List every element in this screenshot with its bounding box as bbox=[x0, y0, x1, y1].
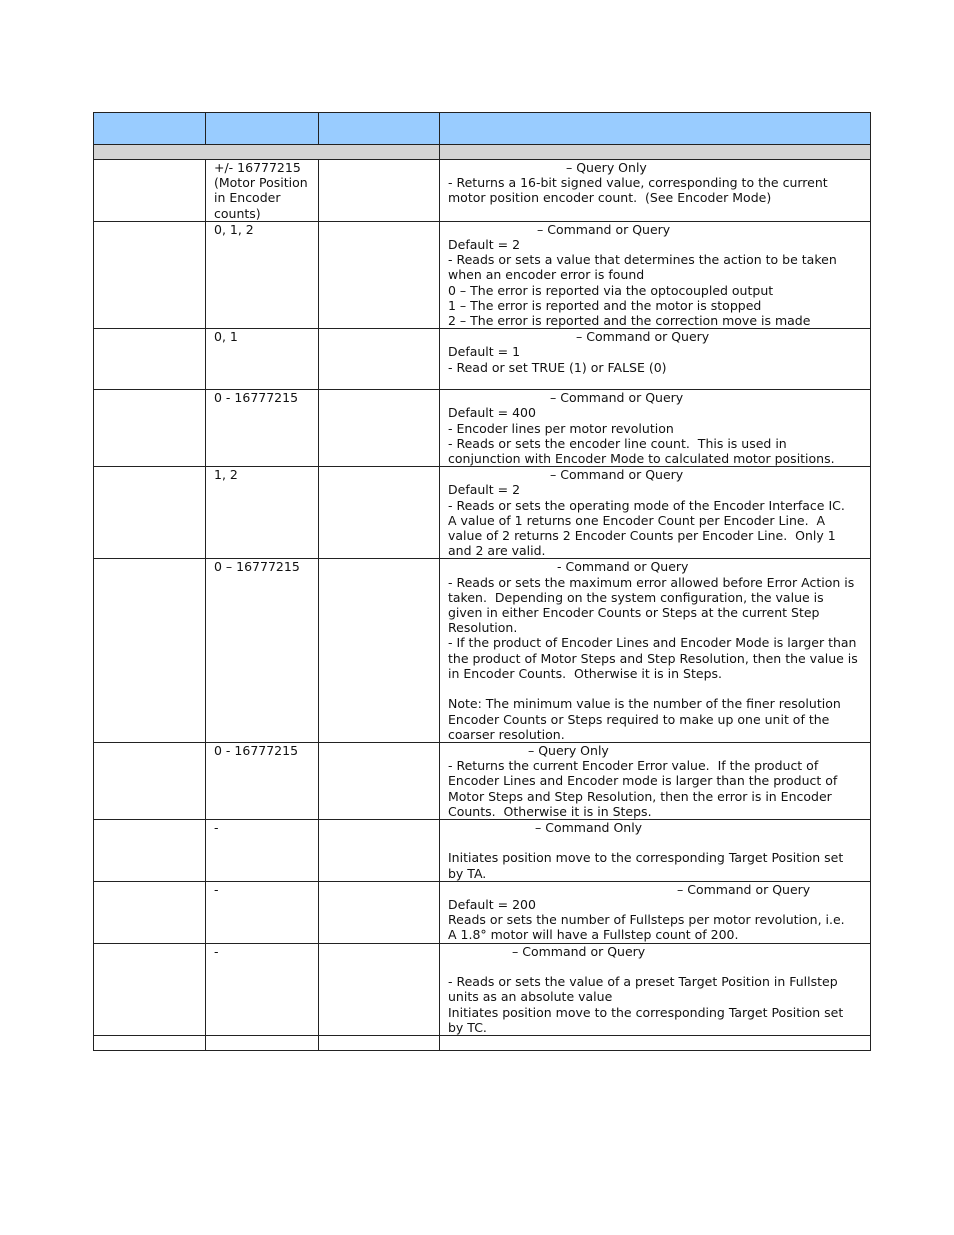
description-line: A 1.8° motor will have a Fullstep count of 200. bbox=[448, 927, 739, 943]
description-line: - Reads or sets a value that determines the action to be taken bbox=[448, 252, 837, 268]
footer-cell bbox=[440, 1035, 871, 1050]
default-cell bbox=[319, 819, 440, 881]
command-type-title bbox=[448, 160, 862, 175]
description-line: coarser resolution. bbox=[448, 726, 565, 742]
default-cell bbox=[319, 329, 440, 390]
command-type-title bbox=[448, 882, 862, 897]
description-line: Default = 2 bbox=[448, 482, 521, 498]
command-table bbox=[93, 112, 871, 1051]
table-row bbox=[94, 943, 871, 1035]
range-line: - bbox=[214, 943, 219, 959]
description-cell bbox=[440, 742, 871, 819]
command-cell bbox=[94, 881, 206, 943]
description-line: and 2 are valid. bbox=[448, 543, 546, 559]
range-line: 0 – 16777215 bbox=[214, 559, 300, 575]
command-cell bbox=[94, 329, 206, 390]
table-row bbox=[94, 390, 871, 467]
range-line: in Encoder bbox=[214, 190, 281, 206]
command-type-label: – Command or Query bbox=[512, 943, 646, 959]
default-cell bbox=[319, 943, 440, 1035]
default-cell bbox=[319, 390, 440, 467]
default-cell bbox=[319, 559, 440, 742]
description-line: Resolution. bbox=[448, 620, 518, 636]
command-cell bbox=[94, 559, 206, 742]
command-cell bbox=[94, 467, 206, 559]
table-row bbox=[94, 742, 871, 819]
header-cell bbox=[94, 113, 206, 145]
range-line: (Motor Position bbox=[214, 175, 308, 191]
description-cell bbox=[440, 221, 871, 328]
range-line: 0 - 16777215 bbox=[214, 390, 299, 406]
range-cell bbox=[206, 881, 319, 943]
range-cell bbox=[206, 467, 319, 559]
description-line: 0 – The error is reported via the optocoupled output bbox=[448, 282, 774, 298]
command-type-label: – Command or Query bbox=[576, 329, 710, 345]
description-line: Note: The minimum value is the number of the finer resolution bbox=[448, 696, 841, 712]
footer-row bbox=[94, 1035, 871, 1050]
command-type-title bbox=[448, 559, 862, 574]
range-line: 1, 2 bbox=[214, 467, 238, 483]
header-cell bbox=[440, 113, 871, 145]
table-row bbox=[94, 160, 871, 222]
range-cell bbox=[206, 943, 319, 1035]
description-cell bbox=[440, 559, 871, 742]
description-line: Reads or sets the number of Fullsteps per motor revolution, i.e. bbox=[448, 912, 845, 928]
command-cell bbox=[94, 819, 206, 881]
range-line: +/- 16777215 bbox=[214, 160, 301, 175]
range-line: 0 - 16777215 bbox=[214, 742, 299, 758]
default-cell bbox=[319, 742, 440, 819]
table-row bbox=[94, 221, 871, 328]
command-type-title bbox=[448, 222, 862, 237]
description-line: Encoder Lines and Encoder mode is larger than the product of bbox=[448, 773, 838, 789]
range-cell bbox=[206, 390, 319, 467]
description-cell bbox=[440, 329, 871, 390]
description-line: Default = 1 bbox=[448, 344, 521, 360]
table-row bbox=[94, 559, 871, 742]
range-line: - bbox=[214, 819, 219, 835]
description-line: 2 – The error is reported and the correction move is made bbox=[448, 313, 811, 329]
description-line: when an encoder error is found bbox=[448, 267, 645, 283]
table-row bbox=[94, 819, 871, 881]
description-line bbox=[448, 959, 862, 974]
description-line: - Reads or sets the maximum error allowed before Error Action is bbox=[448, 574, 855, 590]
description-line: - Reads or sets the encoder line count. This is used in bbox=[448, 435, 787, 451]
description-line: - Encoder lines per motor revolution bbox=[448, 420, 674, 436]
command-type-label: - Command or Query bbox=[557, 559, 689, 575]
description-line: units as an absolute value bbox=[448, 989, 613, 1005]
description-line: Default = 200 bbox=[448, 896, 536, 912]
description-line: value of 2 returns 2 Encoder Counts per Encoder Line. Only 1 bbox=[448, 528, 836, 544]
command-cell bbox=[94, 390, 206, 467]
command-cell bbox=[94, 160, 206, 222]
range-cell bbox=[206, 559, 319, 742]
description-line: - Returns a 16-bit signed value, corresponding to the current bbox=[448, 175, 828, 191]
command-type-label: – Command or Query bbox=[677, 881, 811, 897]
default-cell bbox=[319, 221, 440, 328]
range-cell bbox=[206, 819, 319, 881]
range-cell bbox=[206, 329, 319, 390]
default-cell bbox=[319, 467, 440, 559]
description-line: Initiates position move to the corresponding Target Position set bbox=[448, 850, 844, 866]
description-line: Default = 2 bbox=[448, 237, 521, 253]
range-line: 0, 1, 2 bbox=[214, 221, 254, 237]
table-row bbox=[94, 467, 871, 559]
description-line: - Returns the current Encoder Error value. If the product of bbox=[448, 758, 819, 774]
description-line: by TA. bbox=[448, 865, 487, 881]
description-cell bbox=[440, 160, 871, 222]
range-cell bbox=[206, 160, 319, 222]
default-cell bbox=[319, 881, 440, 943]
description-line: Motor Steps and Step Resolution, then the error is in Encoder bbox=[448, 788, 832, 804]
header-cell bbox=[206, 113, 319, 145]
section-cell bbox=[94, 145, 440, 160]
default-cell bbox=[319, 160, 440, 222]
description-line: the product of Motor Steps and Step Resolution, then the value is bbox=[448, 650, 858, 666]
range-cell bbox=[206, 742, 319, 819]
description-line bbox=[448, 681, 862, 696]
description-line: Counts. Otherwise it is in Steps. bbox=[448, 803, 652, 819]
range-line: - bbox=[214, 881, 219, 897]
description-cell bbox=[440, 467, 871, 559]
description-line: Initiates position move to the corresponding Target Position set bbox=[448, 1004, 844, 1020]
footer-cell bbox=[94, 1035, 206, 1050]
command-type-title bbox=[448, 944, 862, 959]
command-type-label: – Query Only bbox=[566, 160, 647, 175]
command-type-title bbox=[448, 467, 862, 482]
command-type-label: – Command Only bbox=[535, 819, 643, 835]
command-type-title bbox=[448, 329, 862, 344]
command-type-label: – Command or Query bbox=[550, 467, 684, 483]
description-line: motor position encoder count. (See Encoder Mode) bbox=[448, 190, 772, 206]
description-line: - If the product of Encoder Lines and Encoder Mode is larger than bbox=[448, 635, 857, 651]
command-type-title bbox=[448, 820, 862, 835]
description-line: - Read or set TRUE (1) or FALSE (0) bbox=[448, 359, 667, 375]
description-cell bbox=[440, 390, 871, 467]
command-cell bbox=[94, 943, 206, 1035]
description-line: Encoder Counts or Steps required to make up one unit of the bbox=[448, 711, 830, 727]
command-type-title bbox=[448, 743, 862, 758]
description-cell bbox=[440, 819, 871, 881]
footer-cell bbox=[319, 1035, 440, 1050]
section-cell bbox=[440, 145, 871, 160]
description-line bbox=[448, 835, 862, 850]
description-line: by TC. bbox=[448, 1019, 487, 1035]
table-row bbox=[94, 881, 871, 943]
command-cell bbox=[94, 221, 206, 328]
description-line: - Reads or sets the value of a preset Target Position in Fullstep bbox=[448, 974, 838, 990]
command-type-label: – Command or Query bbox=[537, 221, 671, 237]
description-line: 1 – The error is reported and the motor is stopped bbox=[448, 297, 762, 313]
table-row bbox=[94, 329, 871, 390]
description-line: in Encoder Counts. Otherwise it is in Steps. bbox=[448, 665, 722, 681]
range-line: counts) bbox=[214, 205, 261, 221]
command-type-label: – Query Only bbox=[528, 742, 609, 758]
footer-cell bbox=[206, 1035, 319, 1050]
description-line: given in either Encoder Counts or Steps at the current Step bbox=[448, 605, 820, 621]
description-line: A value of 1 returns one Encoder Count per Encoder Line. A bbox=[448, 512, 826, 528]
description-line: Default = 400 bbox=[448, 405, 536, 421]
command-type-label: – Command or Query bbox=[550, 390, 684, 406]
command-type-title bbox=[448, 390, 862, 405]
command-cell bbox=[94, 742, 206, 819]
description-cell bbox=[440, 881, 871, 943]
table-header-row bbox=[94, 113, 871, 145]
range-cell bbox=[206, 221, 319, 328]
description-line: - Reads or sets the operating mode of the Encoder Interface IC. bbox=[448, 497, 845, 513]
range-line: 0, 1 bbox=[214, 329, 238, 345]
description-line: taken. Depending on the system configuration, the value is bbox=[448, 589, 824, 605]
description-cell bbox=[440, 943, 871, 1035]
description-line: conjunction with Encoder Mode to calculated motor positions. bbox=[448, 451, 835, 467]
header-cell bbox=[319, 113, 440, 145]
section-row bbox=[94, 145, 871, 160]
